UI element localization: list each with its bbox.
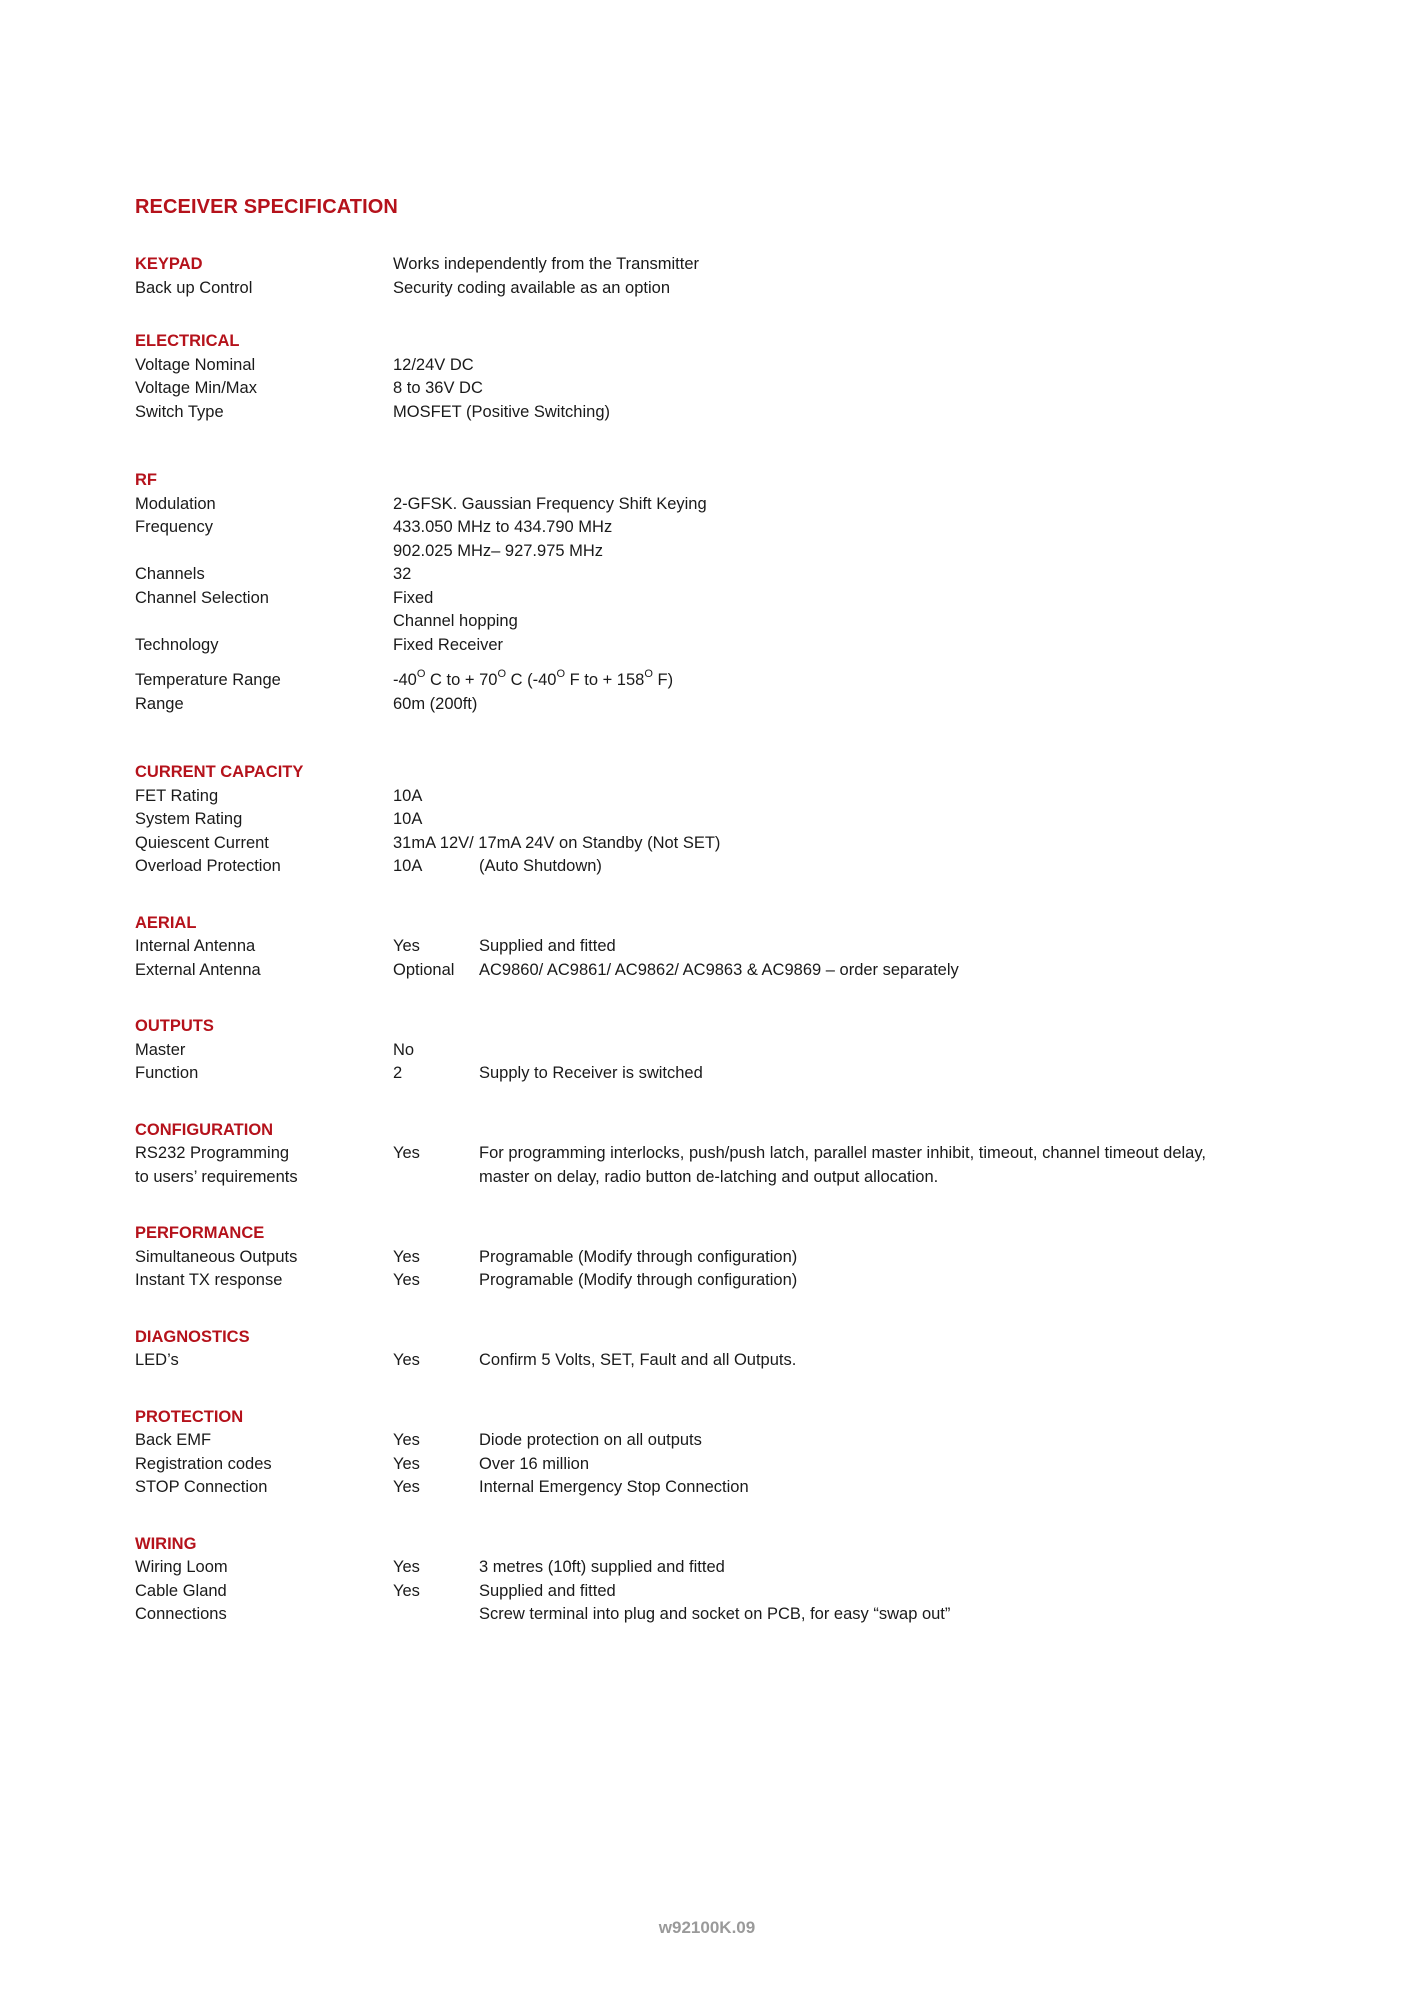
spec-row (135, 935, 1335, 959)
spec-label: Wiring Loom (135, 1558, 228, 1576)
spec-value: Yes (393, 1247, 420, 1266)
spec-value: Yes (393, 1454, 420, 1473)
spec-row (135, 1246, 1335, 1270)
spec-row (135, 377, 1335, 401)
spec-label: Range (135, 694, 184, 713)
section-heading: DIAGNOSTICS (135, 1327, 250, 1346)
spec-value: 10A (393, 786, 423, 805)
section-heading: AERIAL (135, 913, 197, 932)
spec-label: Channel Selection (135, 588, 269, 607)
temp-text: C to + 70 (425, 671, 498, 689)
spec-label: Switch Type (135, 402, 224, 421)
spec-value: 32 (393, 565, 412, 583)
section-heading: RF (135, 471, 157, 489)
spec-value: 10A (393, 857, 423, 875)
spec-value: MOSFET (Positive Switching) (393, 402, 610, 421)
spec-value: Channel hopping (393, 612, 518, 630)
spec-label (135, 610, 393, 634)
spec-label: Internal Antenna (135, 937, 256, 955)
spec-description: Supply to Receiver is switched (479, 1064, 703, 1082)
spec-description: 3 metres (10ft) supplied and fitted (479, 1558, 725, 1576)
spec-row (135, 277, 1335, 301)
spec-value: 433.050 MHz to 434.790 MHz (393, 518, 613, 536)
temp-text: F) (652, 671, 674, 689)
spec-row (135, 1062, 1335, 1086)
spec-label: Frequency (135, 518, 213, 536)
section-diagnostics (135, 1326, 1335, 1373)
spec-row (135, 808, 1335, 832)
page-title: RECEIVER SPECIFICATION (135, 196, 398, 218)
spec-label: Connections (135, 1605, 227, 1623)
spec-value (393, 1166, 479, 1190)
section-rf (135, 469, 1335, 716)
spec-description: Over 16 million (479, 1454, 590, 1473)
spec-description: AC9860/ AC9861/ AC9862/ AC9863 & AC9869 – order separately (479, 960, 959, 979)
spec-label: Voltage Min/Max (135, 379, 257, 397)
spec-label (135, 540, 393, 564)
degree-mark: O (497, 668, 506, 680)
section-outputs (135, 1015, 1335, 1086)
section-heading: OUTPUTS (135, 1017, 214, 1035)
spec-row (135, 1556, 1335, 1580)
spec-value: Yes (393, 937, 420, 955)
spec-value: 902.025 MHz– 927.975 MHz (393, 541, 604, 560)
spec-value: 2 (393, 1064, 403, 1082)
spec-row (135, 516, 1335, 540)
spec-label: FET Rating (135, 786, 219, 805)
spec-label: Channels (135, 565, 205, 583)
spec-value: No (393, 1040, 415, 1059)
section-performance (135, 1222, 1335, 1293)
spec-value: Yes (393, 1351, 420, 1369)
spec-label: Back up Control (135, 278, 253, 297)
section-wiring (135, 1533, 1335, 1627)
spec-label: System Rating (135, 810, 243, 828)
spec-row (135, 1603, 1335, 1627)
spec-value: Yes (393, 1431, 420, 1449)
spec-row (135, 669, 1335, 693)
spec-description: Programable (Modify through configuration) (479, 1271, 798, 1289)
spec-row (135, 1349, 1335, 1373)
spec-row (135, 563, 1335, 587)
temp-text: -40 (393, 671, 417, 689)
spec-value: 10A (393, 810, 423, 828)
spec-description: master on delay, radio button de-latching and output allocation. (479, 1167, 939, 1186)
spec-row (135, 587, 1335, 611)
degree-mark: O (644, 668, 653, 680)
spec-value: 12/24V DC (393, 355, 474, 374)
section-heading: CURRENT CAPACITY (135, 763, 304, 781)
spec-label: Modulation (135, 494, 216, 513)
temperature-range-value (393, 669, 1335, 693)
spec-value: 8 to 36V DC (393, 379, 483, 397)
spec-label: Master (135, 1040, 186, 1059)
spec-value: Yes (393, 1144, 420, 1162)
spec-value: Works independently from the Transmitter (393, 255, 699, 273)
spec-label: Technology (135, 635, 219, 654)
spec-label: to users’ requirements (135, 1167, 298, 1186)
spec-description: Confirm 5 Volts, SET, Fault and all Outputs. (479, 1351, 797, 1369)
spec-description: Diode protection on all outputs (479, 1431, 702, 1449)
spec-value: Yes (393, 1271, 420, 1289)
spec-value (393, 1603, 479, 1627)
spec-label: Simultaneous Outputs (135, 1247, 298, 1266)
spec-row (135, 1142, 1335, 1166)
spec-value: Fixed (393, 588, 434, 607)
spec-description (479, 1039, 1335, 1063)
spec-description: (Auto Shutdown) (479, 857, 602, 875)
section-electrical (135, 330, 1335, 424)
section-configuration (135, 1119, 1335, 1190)
spec-label: Overload Protection (135, 857, 281, 875)
spec-row (135, 1269, 1335, 1293)
spec-description: Programable (Modify through configuration) (479, 1247, 798, 1266)
spec-value: Security coding available as an option (393, 278, 671, 297)
section-heading: KEYPAD (135, 255, 203, 273)
degree-mark: O (556, 668, 565, 680)
spec-label: External Antenna (135, 960, 261, 979)
spec-label: STOP Connection (135, 1478, 268, 1496)
spec-row (135, 1166, 1335, 1190)
spec-label: Temperature Range (135, 671, 281, 689)
spec-description: Supplied and fitted (479, 1581, 616, 1600)
spec-row (135, 832, 1335, 856)
spec-row (135, 693, 1335, 717)
spec-value: Yes (393, 1581, 420, 1600)
spec-row (135, 493, 1335, 517)
temp-text: F to + 158 (565, 671, 645, 689)
spec-content (135, 253, 1335, 1657)
spec-row (135, 253, 1335, 277)
section-protection (135, 1406, 1335, 1500)
spec-row (135, 1580, 1335, 1604)
spec-label: Quiescent Current (135, 833, 269, 852)
spec-row (135, 401, 1335, 425)
spec-row (135, 785, 1335, 809)
spec-value: 31mA 12V/ 17mA 24V on Standby (Not SET) (393, 833, 721, 852)
spec-value: Yes (393, 1558, 420, 1576)
spec-label: LED’s (135, 1351, 179, 1369)
spec-description: Supplied and fitted (479, 937, 616, 955)
spec-description: For programming interlocks, push/push latch, parallel master inhibit, timeout, channel timeout delay, (479, 1144, 1206, 1162)
spec-value: Yes (393, 1478, 420, 1496)
spec-row (135, 540, 1335, 564)
spec-row (135, 1429, 1335, 1453)
spec-row (135, 855, 1335, 879)
section-heading: ELECTRICAL (135, 332, 240, 350)
section-keypad (135, 253, 1335, 300)
section-heading: PERFORMANCE (135, 1224, 265, 1242)
document-code: w92100K.09 (658, 1918, 756, 1937)
spec-label: Function (135, 1064, 199, 1082)
spec-row (135, 1476, 1335, 1500)
section-heading: CONFIGURATION (135, 1120, 274, 1139)
spec-label: RS232 Programming (135, 1144, 290, 1162)
spec-value: Fixed Receiver (393, 635, 504, 654)
spec-row (135, 1453, 1335, 1477)
spec-row (135, 634, 1335, 658)
temp-text: C (-40 (506, 671, 557, 689)
spec-label: Cable Gland (135, 1581, 227, 1600)
spec-label: Instant TX response (135, 1271, 283, 1289)
spec-label: Voltage Nominal (135, 355, 256, 374)
spec-row (135, 610, 1335, 634)
section-current-capacity (135, 761, 1335, 879)
spec-description: Internal Emergency Stop Connection (479, 1478, 749, 1496)
spec-description: Screw terminal into plug and socket on PCB, for easy “swap out” (479, 1605, 951, 1623)
section-heading: WIRING (135, 1534, 197, 1553)
degree-mark: O (416, 668, 426, 680)
spec-label: Back EMF (135, 1431, 212, 1449)
spec-label: Registration codes (135, 1454, 272, 1473)
spec-row (135, 959, 1335, 983)
section-heading: PROTECTION (135, 1407, 244, 1426)
section-aerial (135, 912, 1335, 983)
spec-value: Optional (393, 960, 455, 979)
spec-value: 60m (200ft) (393, 694, 478, 713)
spec-row (135, 1039, 1335, 1063)
spec-value: 2-GFSK. Gaussian Frequency Shift Keying (393, 494, 707, 513)
spec-row (135, 354, 1335, 378)
